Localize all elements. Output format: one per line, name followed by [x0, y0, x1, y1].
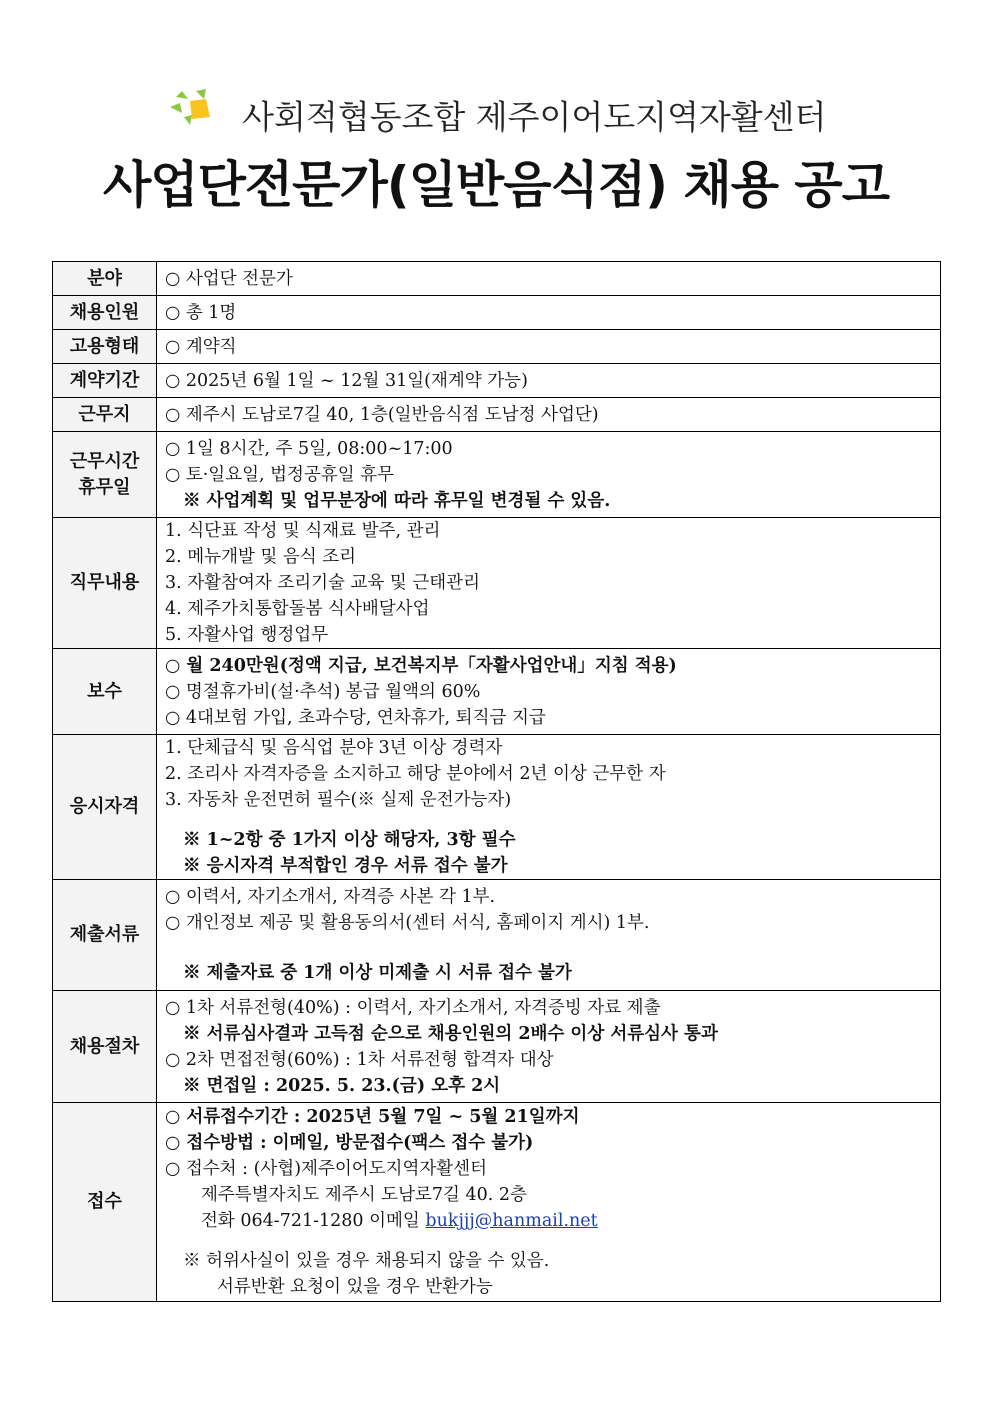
- table-row-procedure: [53, 991, 941, 1103]
- document-item: ○ 개인정보 제공 및 활용동의서(센터 서식, 홈페이지 게시) 1부.: [165, 913, 650, 933]
- application-note: 서류반환 요청이 있을 경우 반환가능: [217, 1277, 493, 1297]
- documents-note: ※ 제출자료 중 1개 이상 미제출 시 서류 접수 불가: [183, 963, 572, 983]
- qualification-note: ※ 응시자격 부적합인 경우 서류 접수 불가: [183, 856, 508, 876]
- table-row-workplace: [53, 398, 941, 432]
- row-value-salary: [157, 649, 941, 735]
- organization-header: [0, 92, 992, 142]
- duty-item: 2. 메뉴개발 및 음식 조리: [165, 547, 357, 567]
- table-row-salary: [53, 649, 941, 735]
- qualification-item: 2. 조리사 자격자증을 소지하고 해당 분야에서 2년 이상 근무한 자: [165, 764, 666, 784]
- procedure-note: ※ 서류심사결과 고득점 순으로 채용인원의 2배수 이상 서류심사 통과: [183, 1023, 718, 1044]
- holiday-bonus-line: ○ 명절휴가비(설·추석) 봉급 월액의 60%: [165, 681, 481, 702]
- table-row-field: [53, 262, 941, 296]
- row-label-documents: 제출서류: [53, 880, 157, 991]
- employment-type-line: ○ 계약직: [165, 336, 237, 357]
- row-label-salary: 보수: [53, 649, 157, 735]
- row-value-working-hours: [157, 432, 941, 518]
- holiday-line: ○ 토·일요일, 법정공휴일 휴무: [165, 464, 395, 485]
- application-place: ○ 접수처 : (사협)제주이어도지역자활센터: [165, 1159, 487, 1179]
- row-value-documents: [157, 880, 941, 991]
- working-hours-line: ○ 1일 8시간, 주 5일, 08:00~17:00: [165, 438, 453, 459]
- application-note: ※ 허위사실이 있을 경우 채용되지 않을 수 있음.: [183, 1251, 550, 1271]
- row-label-employment-type: 고용형태: [53, 330, 157, 364]
- holiday-note: ※ 사업계획 및 업무분장에 따라 휴무일 변경될 수 있음.: [183, 490, 611, 511]
- interview-date: ※ 면접일 : 2025. 5. 23.(금) 오후 2시: [183, 1075, 501, 1096]
- row-label-headcount: 채용인원: [53, 296, 157, 330]
- row-label-working-hours: 근무시간 휴무일: [53, 432, 157, 518]
- row-label-application: 접수: [53, 1103, 157, 1302]
- application-address: 제주특별자치도 제주시 도남로7길 40. 2층: [201, 1185, 527, 1205]
- table-row-application: [53, 1103, 941, 1302]
- row-label-qualifications: 응시자격: [53, 735, 157, 880]
- spacer: [165, 813, 940, 827]
- field-line: ○ 사업단 전문가: [165, 268, 293, 289]
- procedure-step: ○ 1차 서류전형(40%) : 이력서, 자기소개서, 자격증빙 자료 제출: [165, 997, 661, 1018]
- row-value-headcount: [157, 296, 941, 330]
- row-value-procedure: [157, 991, 941, 1103]
- salary-line: ○ 월 240만원(정액 지급, 보건복지부「자활사업안내」지침 적용): [165, 655, 677, 676]
- page-title: 사업단전문가(일반음식점) 채용 공고: [102, 156, 890, 214]
- table-row-working-hours: [53, 432, 941, 518]
- table-row-headcount: [53, 296, 941, 330]
- table-row-qualifications: [53, 735, 941, 880]
- row-value-duties: [157, 518, 941, 649]
- row-value-contract-period: [157, 364, 941, 398]
- job-info-table: [52, 261, 941, 1302]
- table-row-contract-period: [53, 364, 941, 398]
- table-row-documents: [53, 880, 941, 991]
- contract-period-line: ○ 2025년 6월 1일 ~ 12월 31일(재계약 가능): [165, 370, 528, 391]
- headcount-line: ○ 총 1명: [165, 302, 237, 323]
- duty-item: 1. 식단표 작성 및 식재료 발주, 관리: [165, 521, 441, 541]
- duty-item: 4. 제주가치통합돌봄 식사배달사업: [165, 599, 430, 619]
- row-label-field: 분야: [53, 262, 157, 296]
- contact-text: 전화 064-721-1280 이메일: [201, 1211, 420, 1231]
- row-label-procedure: 채용절차: [53, 991, 157, 1103]
- table-row-duties: [53, 518, 941, 649]
- application-method: ○ 접수방법 : 이메일, 방문접수(팩스 접수 불가): [165, 1133, 534, 1153]
- duty-item: 5. 자활사업 행정업무: [165, 625, 329, 645]
- application-period: ○ 서류접수기간 : 2025년 5월 7일 ~ 5월 21일까지: [165, 1107, 580, 1127]
- document-item: ○ 이력서, 자기소개서, 자격증 사본 각 1부.: [165, 887, 496, 907]
- application-contact: [165, 1208, 940, 1234]
- spacer: [165, 936, 940, 960]
- duty-item: 3. 자활참여자 조리기술 교육 및 근태관리: [165, 573, 480, 593]
- row-label-contract-period: 계약기간: [53, 364, 157, 398]
- row-value-application: [157, 1103, 941, 1302]
- row-value-field: [157, 262, 941, 296]
- row-value-employment-type: [157, 330, 941, 364]
- table-row-employment-type: [53, 330, 941, 364]
- email-link[interactable]: bukjjj@hanmail.net: [425, 1211, 598, 1231]
- qualification-item: 1. 단체급식 및 음식업 분야 3년 이상 경력자: [165, 738, 503, 758]
- row-label-workplace: 근무지: [53, 398, 157, 432]
- organization-name: 사회적협동조합 제주이어도지역자활센터: [242, 97, 827, 137]
- sprout-logo-icon: [166, 87, 220, 140]
- workplace-line: ○ 제주시 도남로7길 40, 1층(일반음식점 도남정 사업단): [165, 404, 599, 425]
- qualification-note: ※ 1~2항 중 1가지 이상 해당자, 3항 필수: [183, 830, 516, 850]
- row-value-qualifications: [157, 735, 941, 880]
- procedure-step: ○ 2차 면접전형(60%) : 1차 서류전형 합격자 대상: [165, 1049, 554, 1070]
- qualification-item: 3. 자동차 운전면허 필수(※ 실제 운전가능자): [165, 790, 512, 810]
- row-label-duties: 직무내용: [53, 518, 157, 649]
- benefits-line: ○ 4대보험 가입, 초과수당, 연차휴가, 퇴직금 지급: [165, 707, 546, 728]
- spacer: [165, 1234, 940, 1248]
- row-value-workplace: [157, 398, 941, 432]
